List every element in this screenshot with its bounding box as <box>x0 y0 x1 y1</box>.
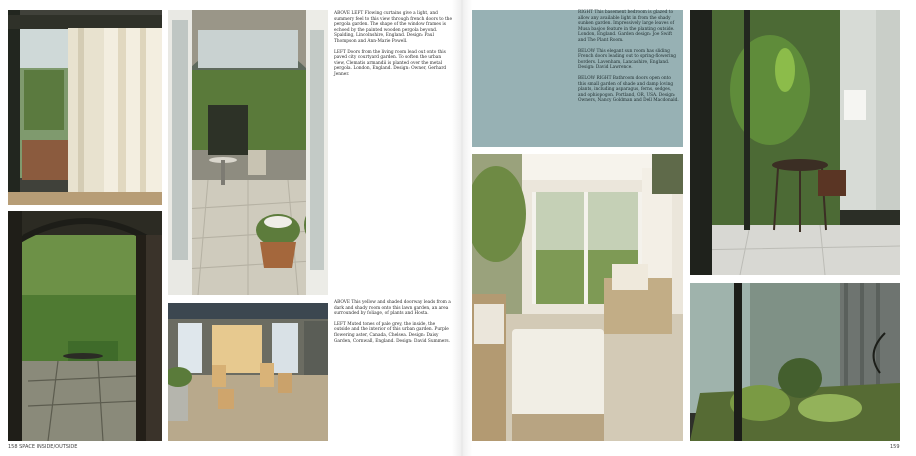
photo-sun-room <box>472 154 683 441</box>
sun-room-illustration <box>472 154 683 441</box>
caption-column-right-page <box>578 10 679 109</box>
curtained-doorway-illustration <box>8 10 162 205</box>
caption-column-left-page-bottom <box>334 300 452 349</box>
arched-doorway-illustration <box>8 211 162 441</box>
caption-panel <box>472 10 683 147</box>
caption-right: RIGHT This basement bedroom is glazed to allow any available light in from the shady sunken garden. Impressively large leaves of Musa basjoo feature in the planting outside. London, England. Garden design: Joe Swift and The Plant Room. <box>578 10 675 43</box>
folio-left: 158 SPACE INSIDE/OUTSIDE <box>8 444 78 450</box>
caption-left-bottom: LEFT Muted tones of pale grey, the inside, the outside and the interior of this urban garden. Purple flowering aster, Canada, Chelsea. Design: Daisy Garden, Cornwall, England. Design: David Summers. <box>334 321 450 344</box>
caption-below: BELOW This elegant sun room has sliding French doors leading out to spring-flowering borders. Lavenham, Lancashire, England. Design: David Lawrence. <box>578 48 677 71</box>
basement-bedroom-illustration <box>690 10 900 275</box>
page-gutter <box>452 0 472 456</box>
caption-above: ABOVE This yellow and shaded doorway leads from a dark and shady room onto this lawn garden, an area surrounded by foliage, of plants and Hosta. <box>334 300 451 317</box>
caption-above-left: ABOVE LEFT Flowing curtains give a light, and summery feel to this view through french doors to the pergola garden. The shape of the window frames is echoed by the painted wooden pergola beyond. Spalding, Lincolnshire, England. Design: Paul Thompson and Ann-Marie Powell. <box>334 11 452 44</box>
photo-arched-doorway <box>8 211 162 441</box>
caption-column-left-page <box>334 11 452 83</box>
outdoor-room-illustration <box>168 303 328 441</box>
caption-left: LEFT Doors from the living room lead out onto this paved city courtyard garden. To soften the urban view, Clematis armandii is planted over the metal pergola. London, England. Design: Owner, Gerhard Jenner. <box>334 49 447 77</box>
photo-basement-bedroom <box>690 10 900 275</box>
shade-garden-illustration <box>690 283 900 441</box>
caption-below-right: BELOW RIGHT Bathroom doors open onto this small garden of shade and damp loving plants, including asparagus, ferns, sedges, and ophiopogon. Portland, OR, USA. Design: Owners, Nancy Goldman and Dell Macdonald. <box>578 75 679 104</box>
folio-right: 159 <box>890 444 900 450</box>
photo-bathroom-shade-garden <box>690 283 900 441</box>
photo-courtyard-french-doors <box>168 10 328 295</box>
photo-curtained-doorway <box>8 10 162 205</box>
courtyard-illustration <box>168 10 328 295</box>
photo-outdoor-room-chairs <box>168 303 328 441</box>
